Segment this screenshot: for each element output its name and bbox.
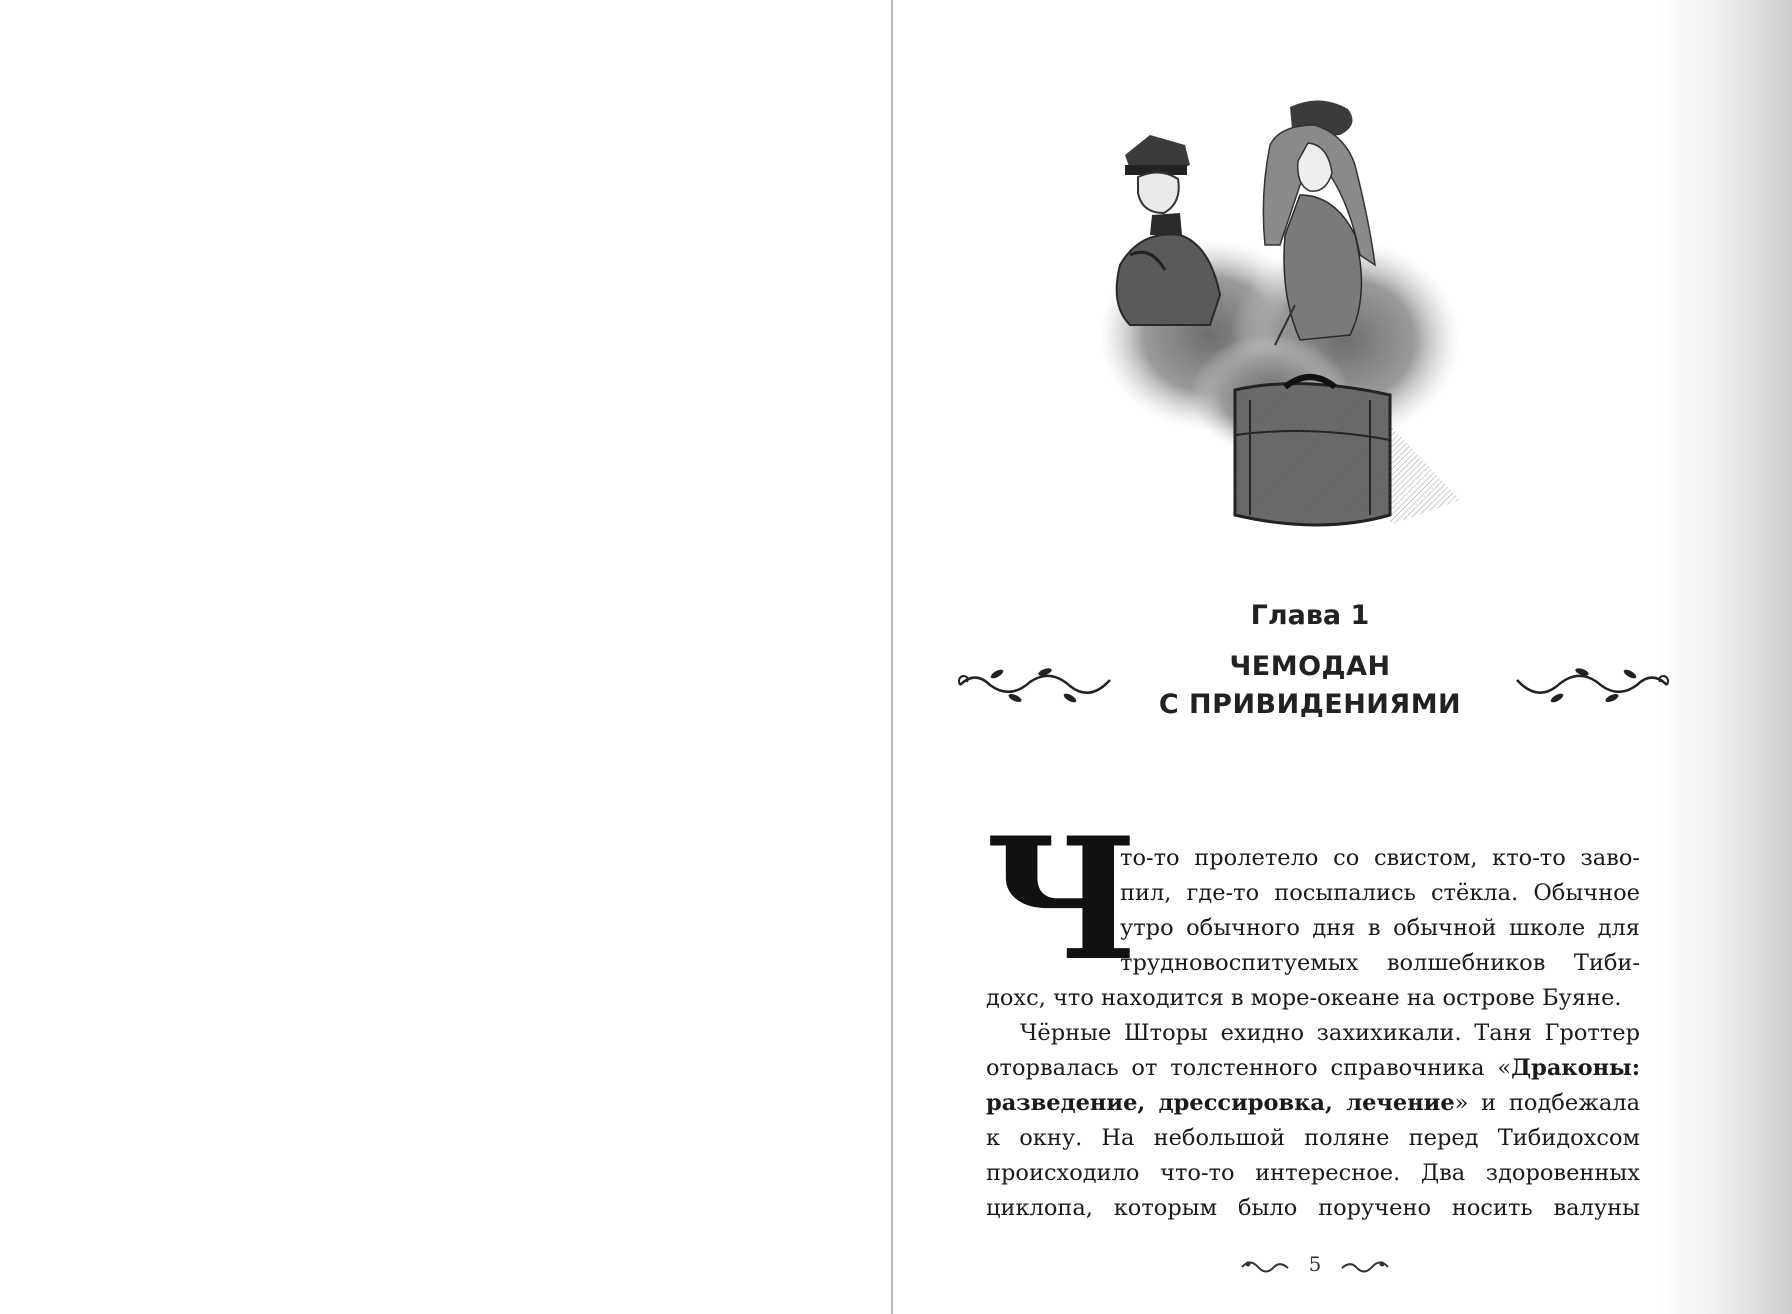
swirl-ornament-icon	[1340, 1256, 1390, 1278]
text-line: Чёрные Шторы ехидно захихикали. Таня Гроттер	[1020, 1020, 1640, 1046]
page-edge-shadow	[1662, 0, 1792, 1314]
text-line: то-то пролетело со свистом, кто-то заво-	[1120, 845, 1640, 871]
text-line	[986, 1090, 1640, 1125]
swirl-ornament-icon	[1240, 1256, 1290, 1278]
left-page-blank	[0, 0, 892, 1314]
page-footer	[1235, 1252, 1395, 1282]
book-title-bold: Драконы:	[1511, 1055, 1640, 1081]
text-line	[986, 1055, 1640, 1090]
text-line: трудновоспитуемых волшебников Тиби-	[1120, 950, 1640, 976]
chapter-number: Глава 1	[1250, 600, 1370, 631]
text-line: к окну. На небольшой поляне перед Тибидохсом	[986, 1125, 1640, 1151]
text-line: циклопа, которым было поручено носить валуны	[986, 1195, 1640, 1221]
text-line: происходило что-то интересное. Два здоровенных	[986, 1160, 1640, 1186]
drop-cap: Ч	[985, 800, 1139, 998]
book-title-bold: разведение, дрессировка, лечение	[986, 1090, 1455, 1116]
floral-vine-ornament-icon	[955, 660, 1115, 710]
text-fragment: » и подбежала	[1454, 1090, 1640, 1116]
ghosts-over-suitcase-illustration	[1070, 95, 1530, 595]
page-number: 5	[1308, 1252, 1322, 1276]
chapter-title	[1110, 648, 1510, 724]
text-line: дохс, что находится в море-океане на острове Буяне.	[986, 985, 1622, 1011]
chapter-title-line-2: С ПРИВИДЕНИЯМИ	[1158, 689, 1462, 720]
text-line: утро обычного дня в обычной школе для	[1120, 915, 1640, 941]
text-line: пил, где-то посыпались стёкла. Обычное	[1120, 880, 1640, 906]
floral-vine-ornament-icon	[1512, 660, 1672, 710]
text-fragment: оторвалась от толстенного справочника «	[986, 1055, 1512, 1081]
chapter-title-line-1: ЧЕМОДАН	[1229, 651, 1391, 682]
